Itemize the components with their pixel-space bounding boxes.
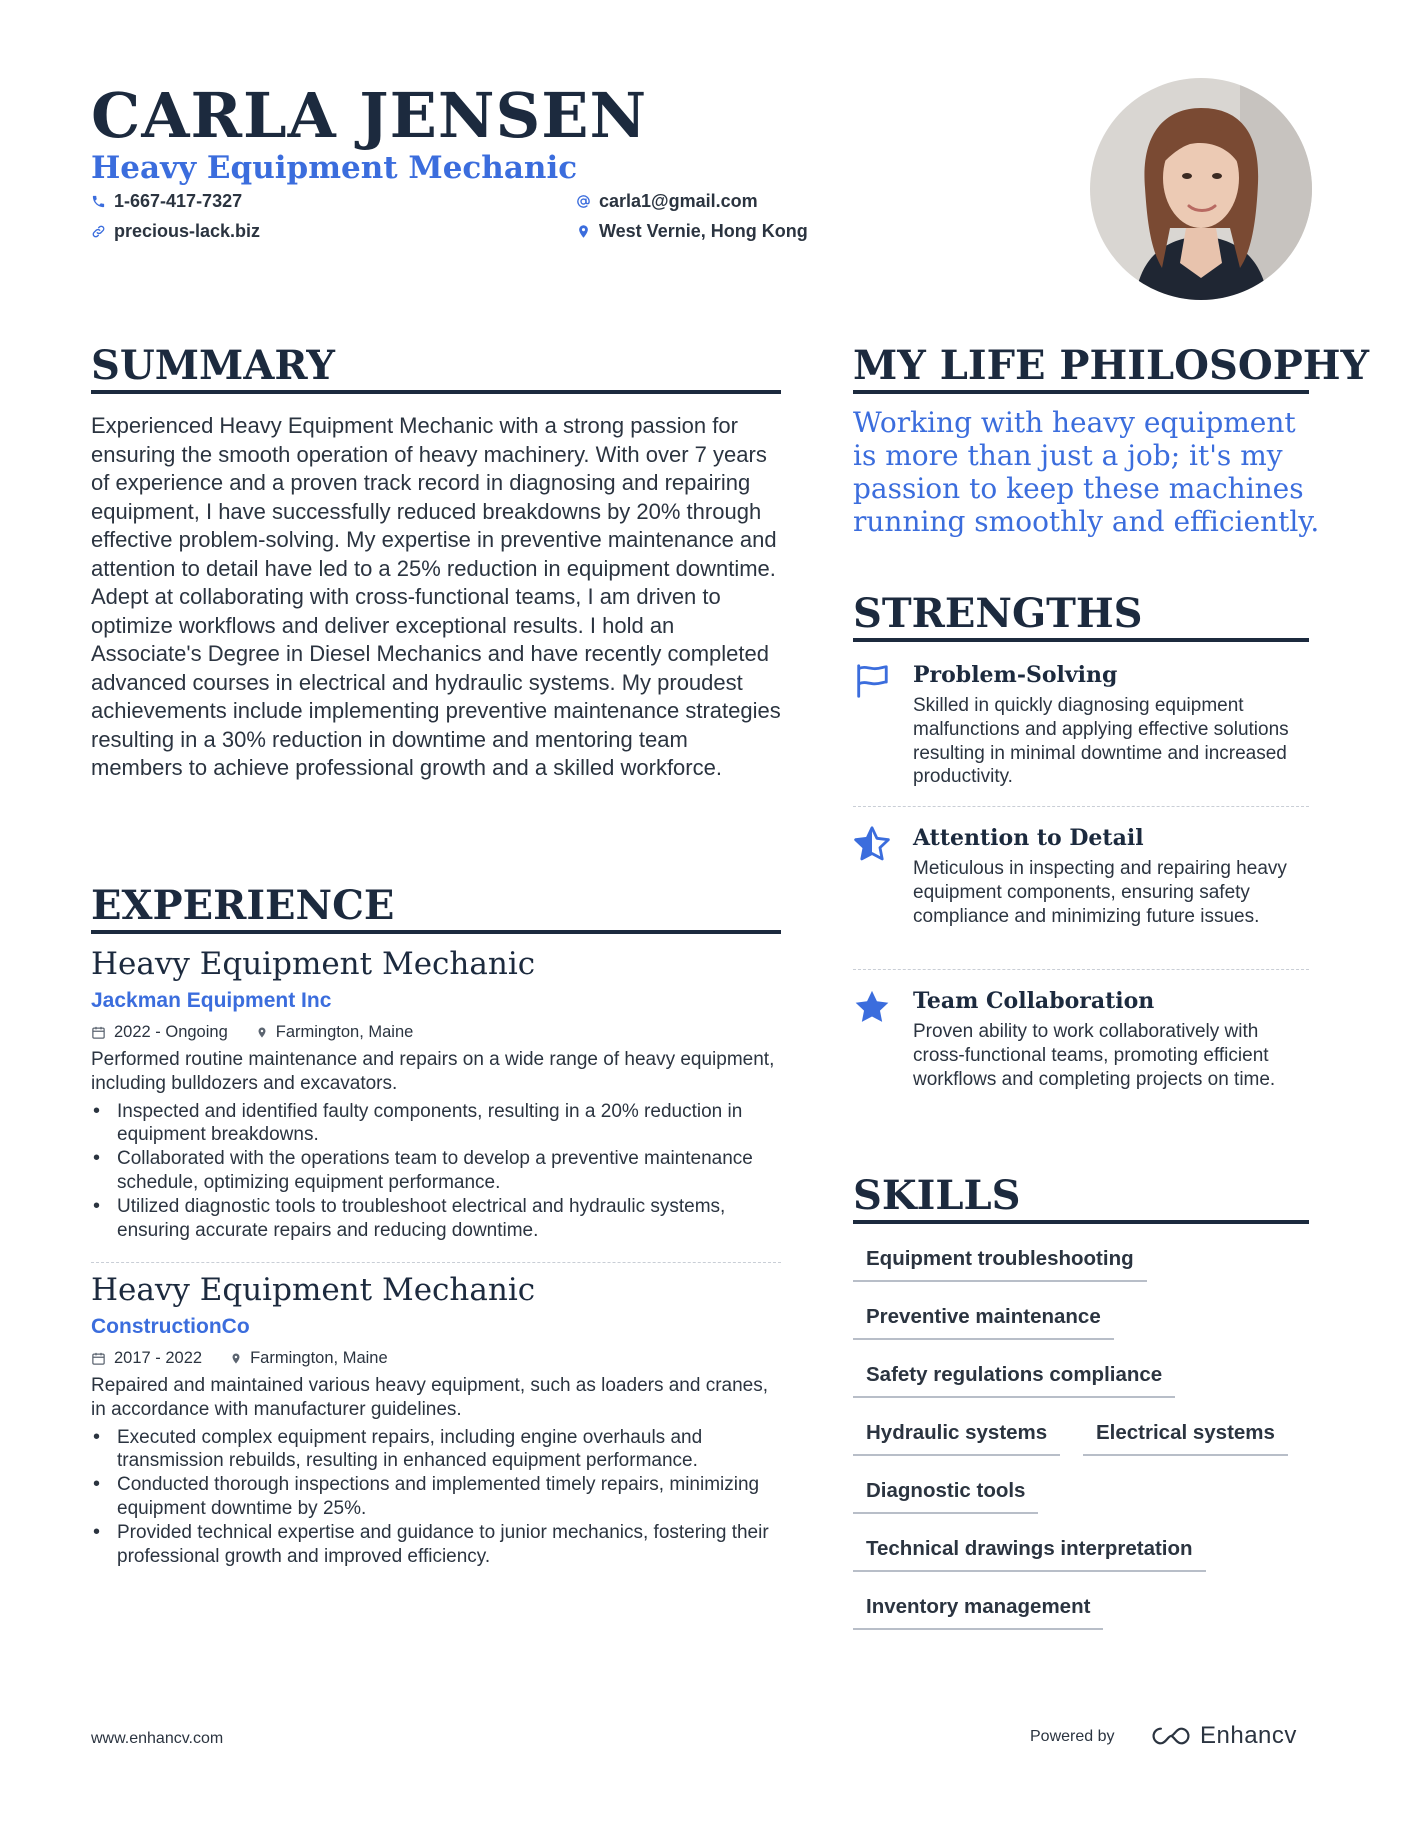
strength-title: Team Collaboration xyxy=(913,988,1155,1014)
skill-tag: Equipment troubleshooting xyxy=(853,1246,1147,1282)
skill-tag: Inventory management xyxy=(853,1594,1103,1630)
map-pin-icon xyxy=(256,1025,268,1040)
job-location: Farmington, Maine xyxy=(250,1349,388,1367)
job-meta xyxy=(91,1346,781,1370)
enhancv-logo-icon xyxy=(1148,1725,1194,1747)
calendar-icon xyxy=(91,1025,106,1040)
job-title: Heavy Equipment Mechanic xyxy=(91,946,536,982)
summary-heading: SUMMARY xyxy=(91,342,335,389)
job-meta xyxy=(91,1020,781,1044)
portrait-illustration xyxy=(1090,78,1312,300)
link-icon xyxy=(91,224,106,239)
candidate-name: CARLA JENSEN xyxy=(91,79,648,152)
skill-tag: Diagnostic tools xyxy=(853,1478,1038,1514)
footer-brand[interactable] xyxy=(1148,1722,1297,1750)
job-description: Performed routine maintenance and repairs on a wide range of heavy equipment, including bulldozers and excavators. xyxy=(91,1049,775,1094)
brand-name: Enhancv xyxy=(1200,1722,1297,1749)
flag-icon xyxy=(853,662,891,700)
website-text: precious-lack.biz xyxy=(114,221,261,241)
job-dates: 2022 - Ongoing xyxy=(114,1023,228,1041)
experience-divider xyxy=(91,1262,781,1263)
strength-title: Problem-Solving xyxy=(913,662,1118,688)
strength-item xyxy=(853,986,1309,1091)
skill-tag: Safety regulations compliance xyxy=(853,1362,1175,1398)
job-bullets xyxy=(91,1100,781,1243)
location-text: West Vernie, Hong Kong xyxy=(599,221,808,241)
strengths-heading: STRENGTHS xyxy=(853,590,1143,637)
skill-tag: Hydraulic systems xyxy=(853,1420,1060,1456)
job-company[interactable]: ConstructionCo xyxy=(91,1315,250,1338)
job-description: Repaired and maintained various heavy equipment, such as loaders and cranes, in accordance with manufacturer guidelines. xyxy=(91,1375,769,1420)
skill-tag: Technical drawings interpretation xyxy=(853,1536,1206,1572)
at-icon xyxy=(576,194,591,209)
philosophy-rule xyxy=(853,390,1309,394)
skills-heading: SKILLS xyxy=(853,1172,1021,1219)
job-bullet: • Utilized diagnostic tools to troubleshoot electrical and hydraulic systems, ensuring accurate repairs and reducing downtime. xyxy=(91,1195,781,1243)
strength-title: Attention to Detail xyxy=(913,825,1144,851)
job-bullet: • Collaborated with the operations team to develop a preventive maintenance schedule, optimizing equipment performance. xyxy=(91,1147,781,1195)
phone-icon xyxy=(91,194,106,209)
philosophy-heading: MY LIFE PHILOSOPHY xyxy=(853,342,1370,389)
experience-rule xyxy=(91,930,781,934)
experience-entry xyxy=(91,1270,781,1568)
strength-divider xyxy=(853,806,1309,807)
strength-item xyxy=(853,660,1309,789)
email-text: carla1@gmail.com xyxy=(599,191,758,211)
contact-website[interactable] xyxy=(91,218,260,244)
strength-description: Meticulous in inspecting and repairing heavy equipment components, ensuring safety compliance and minimizing future issues. xyxy=(913,858,1287,927)
job-bullet: • Conducted thorough inspections and implemented timely repairs, minimizing equipment downtime by 25%. xyxy=(91,1473,781,1521)
skills-rule xyxy=(853,1220,1309,1224)
job-dates: 2017 - 2022 xyxy=(114,1349,203,1367)
star-icon xyxy=(853,988,891,1026)
job-bullets xyxy=(91,1426,781,1569)
job-bullet: • Inspected and identified faulty components, resulting in a 20% reduction in equipment breakdowns. xyxy=(91,1100,781,1148)
job-company[interactable]: Jackman Equipment Inc xyxy=(91,989,332,1012)
summary-rule xyxy=(91,390,781,394)
star-half-icon xyxy=(853,825,891,863)
experience-heading: EXPERIENCE xyxy=(91,882,395,929)
job-bullet: • Executed complex equipment repairs, including engine overhauls and transmission rebuilds, resulting in enhanced equipment performance. xyxy=(91,1426,781,1474)
skill-tag: Electrical systems xyxy=(1083,1420,1288,1456)
strength-description: Skilled in quickly diagnosing equipment malfunctions and applying effective solutions resulting in minimal downtime and increased productivity. xyxy=(913,695,1289,788)
job-bullet: • Provided technical expertise and guidance to junior mechanics, fostering their professional growth and improved efficiency. xyxy=(91,1521,781,1569)
contact-location xyxy=(576,218,808,244)
profile-photo xyxy=(1090,78,1312,300)
strengths-rule xyxy=(853,638,1309,642)
skill-tag: Preventive maintenance xyxy=(853,1304,1114,1340)
strength-item xyxy=(853,823,1309,928)
philosophy-quote: Working with heavy equipment is more than just a job; it's my passion to keep these machines running smoothly and efficiently. xyxy=(853,406,1320,538)
map-pin-icon xyxy=(230,1351,242,1366)
contact-phone[interactable] xyxy=(91,188,242,214)
contact-email[interactable] xyxy=(576,188,758,214)
footer-powered-by: Powered by xyxy=(1030,1728,1115,1745)
map-pin-icon xyxy=(576,224,591,239)
experience-entry xyxy=(91,944,781,1242)
job-title: Heavy Equipment Mechanic xyxy=(91,1272,536,1308)
footer-url[interactable]: www.enhancv.com xyxy=(91,1730,224,1747)
summary-text: Experienced Heavy Equipment Mechanic with a strong passion for ensuring the smooth operation of heavy machinery. With over 7 years of experience and a proven track record in diagnosing and repairing equipment, I have successfully reduced breakdowns by 20% through effective problem-solving. My expertise in preventive maintenance and attention to detail have led to a 25% reduction in equipment downtime. Adept at collaborating with cross-functional teams, I am driven to optimize workflows and deliver exceptional results. I hold an Associate's Degree in Diesel Mechanics and have recently completed advanced courses in electrical and hydraulic systems. My proudest achievements include implementing preventive maintenance strategies resulting in a 30% reduction in downtime and mentoring team members to achieve professional growth and a skilled workforce. xyxy=(91,413,781,780)
candidate-role: Heavy Equipment Mechanic xyxy=(91,150,578,186)
strength-divider xyxy=(853,969,1309,970)
strength-description: Proven ability to work collaboratively with cross-functional teams, promoting efficient workflows and completing projects on time. xyxy=(913,1021,1276,1090)
calendar-icon xyxy=(91,1351,106,1366)
job-location: Farmington, Maine xyxy=(275,1023,414,1041)
phone-text: 1-667-417-7327 xyxy=(114,191,243,211)
